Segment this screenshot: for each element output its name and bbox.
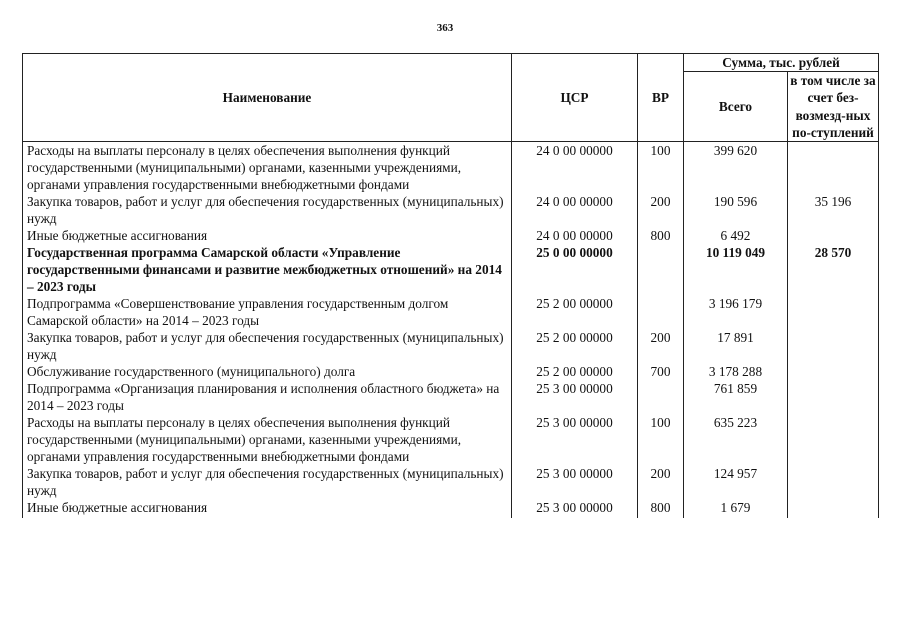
table-row [23,414,879,465]
table-row [23,499,879,518]
cell-csr: 25 2 00 00000 [512,295,638,329]
cell-name: Расходы на выплаты персоналу в целях обеспечения выполнения функций государственными (муниципальными) органами, казенными учреждениями, органами управления государственными внебюджетными фондами [23,414,512,465]
table-row [23,363,879,380]
cell-free: 35 196 [788,193,879,227]
cell-free [788,363,879,380]
cell-vr: 200 [638,465,684,499]
header-total: Всего [684,72,788,142]
cell-vr: 200 [638,329,684,363]
cell-vr [638,380,684,414]
cell-total: 761 859 [684,380,788,414]
table-row [23,465,879,499]
cell-name: Государственная программа Самарской области «Управление государственными финансами и развитие межбюджетных отношений» на 2014 – 2023 годы [23,244,512,295]
cell-csr: 25 2 00 00000 [512,329,638,363]
cell-csr: 25 3 00 00000 [512,499,638,518]
cell-free [788,329,879,363]
cell-name: Расходы на выплаты персоналу в целях обеспечения выполнения функций государственными (муниципальными) органами, казенными учреждениями, органами управления государственными внебюджетными фондами [23,142,512,194]
cell-total: 6 492 [684,227,788,244]
cell-total: 124 957 [684,465,788,499]
cell-vr [638,244,684,295]
cell-free [788,414,879,465]
table-row [23,329,879,363]
cell-total: 1 679 [684,499,788,518]
cell-csr: 25 0 00 00000 [512,244,638,295]
cell-free [788,227,879,244]
budget-table-container [22,53,879,518]
cell-free: 28 570 [788,244,879,295]
cell-vr: 800 [638,499,684,518]
cell-free [788,465,879,499]
cell-name: Иные бюджетные ассигнования [23,499,512,518]
cell-name: Обслуживание государственного (муниципального) долга [23,363,512,380]
cell-csr: 25 3 00 00000 [512,465,638,499]
cell-name: Подпрограмма «Организация планирования и исполнения областного бюджета» на 2014 – 2023 годы [23,380,512,414]
cell-name: Подпрограмма «Совершенствование управления государственным долгом Самарской области» на 2014 – 2023 годы [23,295,512,329]
budget-table [22,53,879,518]
cell-vr: 100 [638,142,684,194]
cell-csr: 24 0 00 00000 [512,142,638,194]
cell-total: 3 178 288 [684,363,788,380]
cell-name: Закупка товаров, работ и услуг для обеспечения государственных (муниципальных) нужд [23,465,512,499]
cell-vr: 200 [638,193,684,227]
cell-total: 399 620 [684,142,788,194]
header-free: в том числе за счет без-возмезд-ных по-ступлений [788,72,879,142]
cell-free [788,295,879,329]
cell-vr [638,295,684,329]
cell-total: 10 119 049 [684,244,788,295]
cell-total: 635 223 [684,414,788,465]
cell-name: Иные бюджетные ассигнования [23,227,512,244]
table-row [23,142,879,194]
page-number: 363 [436,22,454,34]
header-vr: ВР [638,54,684,142]
cell-vr: 700 [638,363,684,380]
cell-total: 3 196 179 [684,295,788,329]
cell-name: Закупка товаров, работ и услуг для обеспечения государственных (муниципальных) нужд [23,329,512,363]
cell-csr: 25 3 00 00000 [512,414,638,465]
table-row [23,193,879,227]
cell-csr: 25 3 00 00000 [512,380,638,414]
header-sum: Сумма, тыс. рублей [684,54,879,72]
cell-free [788,499,879,518]
cell-total: 190 596 [684,193,788,227]
cell-free [788,142,879,194]
header-name: Наименование [23,54,512,142]
cell-csr: 24 0 00 00000 [512,193,638,227]
cell-free [788,380,879,414]
cell-name: Закупка товаров, работ и услуг для обеспечения государственных (муниципальных) нужд [23,193,512,227]
table-row [23,244,879,295]
table-row [23,295,879,329]
table-row [23,380,879,414]
table-header [23,54,879,142]
cell-vr: 800 [638,227,684,244]
table-body [23,142,879,519]
header-csr: ЦСР [512,54,638,142]
cell-total: 17 891 [684,329,788,363]
table-row [23,227,879,244]
cell-csr: 25 2 00 00000 [512,363,638,380]
cell-csr: 24 0 00 00000 [512,227,638,244]
cell-vr: 100 [638,414,684,465]
